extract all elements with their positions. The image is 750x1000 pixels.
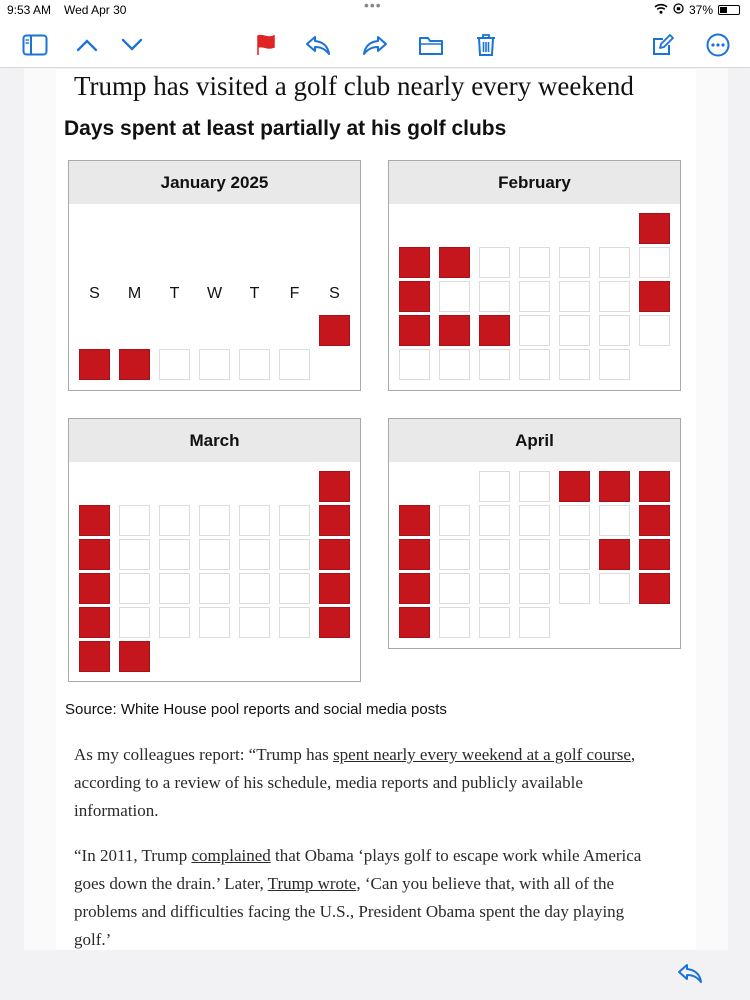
day-cell <box>439 573 470 604</box>
article-paragraph <box>74 842 654 954</box>
golf-day-cell <box>399 315 430 346</box>
paragraph-text: As my colleagues report: “Trump has <box>74 745 334 764</box>
month-name: January 2025 <box>69 161 360 204</box>
day-cell <box>599 349 630 380</box>
golf-day-cell <box>439 315 470 346</box>
article-paragraph <box>74 741 654 825</box>
golf-day-cell <box>559 471 590 502</box>
golf-day-cell <box>399 247 430 278</box>
multitasking-dots-icon[interactable]: ••• <box>364 0 382 13</box>
month-name: February <box>389 161 680 204</box>
calendar-month <box>388 418 681 649</box>
day-cell <box>279 539 310 570</box>
day-cell <box>159 607 190 638</box>
weekday-label: S <box>89 285 100 302</box>
golf-day-cell <box>79 539 110 570</box>
golf-day-cell <box>319 539 350 570</box>
weekday-label: S <box>329 285 340 302</box>
day-cell <box>159 539 190 570</box>
mail-toolbar <box>0 22 750 68</box>
weekday-label: M <box>127 285 142 302</box>
day-cell <box>519 539 550 570</box>
chevron-up-icon[interactable] <box>72 30 102 60</box>
golf-day-cell <box>79 607 110 638</box>
calendar-month <box>68 418 361 682</box>
day-cell <box>119 607 150 638</box>
day-cell <box>599 315 630 346</box>
golf-day-cell <box>79 349 110 380</box>
sidebar-icon[interactable] <box>20 30 50 60</box>
golf-day-cell <box>319 471 350 502</box>
day-cell <box>239 349 270 380</box>
status-date: Wed Apr 30 <box>64 3 127 17</box>
day-cell <box>199 539 230 570</box>
calendar-month <box>68 160 361 391</box>
golf-day-cell <box>79 573 110 604</box>
day-cell <box>479 349 510 380</box>
day-cell <box>519 471 550 502</box>
weekday-label: T <box>249 285 260 302</box>
article-headline: Trump has visited a golf club nearly every weekend <box>74 71 634 101</box>
golf-day-cell <box>399 505 430 536</box>
day-cell <box>239 505 270 536</box>
day-cell <box>199 573 230 604</box>
golf-day-cell <box>639 281 670 312</box>
day-cell <box>479 247 510 278</box>
day-cell <box>279 349 310 380</box>
golf-day-cell <box>319 607 350 638</box>
day-cell <box>439 281 470 312</box>
more-icon[interactable] <box>703 30 733 60</box>
paragraph-text: “In 2011, Trump <box>74 846 192 865</box>
golf-day-cell <box>599 471 630 502</box>
article-link[interactable]: spent nearly every weekend at a golf course <box>333 745 631 764</box>
day-cell <box>439 607 470 638</box>
golf-day-cell <box>479 315 510 346</box>
day-cell <box>479 505 510 536</box>
golf-day-cell <box>639 471 670 502</box>
golf-day-cell <box>639 573 670 604</box>
golf-day-cell <box>319 573 350 604</box>
day-cell <box>559 505 590 536</box>
battery-percent: 37% <box>688 3 713 17</box>
day-cell <box>479 281 510 312</box>
orientation-lock-icon <box>673 3 684 17</box>
day-cell <box>119 573 150 604</box>
trash-icon[interactable] <box>471 30 501 60</box>
day-cell <box>279 505 310 536</box>
golf-day-cell <box>399 607 430 638</box>
folder-icon[interactable] <box>416 30 446 60</box>
day-cell <box>119 539 150 570</box>
weekday-label: F <box>289 285 300 302</box>
paragraph-text: , ‘Can you believe that, with all of the problems and difficulties facing the U.S., President Obama spent the day playing golf.’ <box>74 874 625 949</box>
day-cell <box>479 539 510 570</box>
day-cell <box>399 349 430 380</box>
article-link[interactable]: Trump wrote <box>267 874 357 893</box>
day-cell <box>519 315 550 346</box>
day-cell <box>519 607 550 638</box>
day-cell <box>439 539 470 570</box>
golf-day-cell <box>599 539 630 570</box>
golf-day-cell <box>119 641 150 672</box>
golf-day-cell <box>399 539 430 570</box>
reply-icon[interactable] <box>675 958 705 988</box>
day-cell <box>519 573 550 604</box>
month-name: March <box>69 419 360 462</box>
chart-title: Days spent at least partially at his golf clubs <box>64 117 507 140</box>
day-cell <box>159 349 190 380</box>
day-cell <box>279 607 310 638</box>
day-cell <box>519 505 550 536</box>
day-cell <box>279 573 310 604</box>
forward-icon[interactable] <box>360 30 390 60</box>
golf-day-cell <box>319 505 350 536</box>
day-cell <box>559 539 590 570</box>
flag-icon[interactable] <box>250 30 280 60</box>
day-cell <box>559 247 590 278</box>
day-cell <box>159 573 190 604</box>
golf-day-cell <box>79 641 110 672</box>
day-cell <box>199 349 230 380</box>
day-cell <box>119 505 150 536</box>
bottom-toolbar <box>0 950 750 1000</box>
day-cell <box>599 573 630 604</box>
chart-source: Source: White House pool reports and social media posts <box>65 701 447 718</box>
day-cell <box>159 505 190 536</box>
status-time: 9:53 AM <box>7 3 52 17</box>
day-cell <box>559 315 590 346</box>
day-cell <box>199 505 230 536</box>
weekday-label: T <box>169 285 180 302</box>
wifi-icon <box>654 3 668 17</box>
day-cell <box>479 607 510 638</box>
month-name: April <box>389 419 680 462</box>
day-cell <box>479 573 510 604</box>
article-link[interactable]: complained <box>191 846 271 865</box>
paragraph-text: that Obama ‘plays golf to escape work while America goes down the drain.’ Later, <box>74 846 642 893</box>
day-cell <box>599 281 630 312</box>
compose-icon[interactable] <box>648 30 678 60</box>
day-cell <box>559 281 590 312</box>
day-cell <box>199 607 230 638</box>
golf-day-cell <box>439 247 470 278</box>
golf-day-cell <box>639 505 670 536</box>
battery-level <box>720 7 727 13</box>
day-cell <box>239 607 270 638</box>
day-cell <box>599 505 630 536</box>
day-cell <box>519 349 550 380</box>
golf-day-cell <box>639 539 670 570</box>
day-cell <box>439 349 470 380</box>
day-cell <box>599 247 630 278</box>
day-cell <box>519 247 550 278</box>
day-cell <box>559 573 590 604</box>
calendar-month <box>388 160 681 391</box>
day-cell <box>239 539 270 570</box>
battery-icon <box>718 5 740 15</box>
paragraph-text: , according to a review of his schedule, media reports and publicly available information. <box>74 745 636 820</box>
golf-day-cell <box>119 349 150 380</box>
day-cell <box>519 281 550 312</box>
day-cell <box>439 505 470 536</box>
status-indicators <box>654 3 740 17</box>
golf-day-cell <box>399 573 430 604</box>
golf-day-cell <box>319 315 350 346</box>
day-cell <box>239 573 270 604</box>
day-cell <box>479 471 510 502</box>
day-cell <box>639 315 670 346</box>
day-cell <box>559 349 590 380</box>
reply-icon[interactable] <box>303 30 333 60</box>
day-cell <box>639 247 670 278</box>
golf-day-cell <box>639 213 670 244</box>
golf-day-cell <box>79 505 110 536</box>
golf-day-cell <box>399 281 430 312</box>
status-bar <box>0 0 750 22</box>
weekday-label: W <box>206 285 223 302</box>
chevron-down-icon[interactable] <box>117 30 147 60</box>
